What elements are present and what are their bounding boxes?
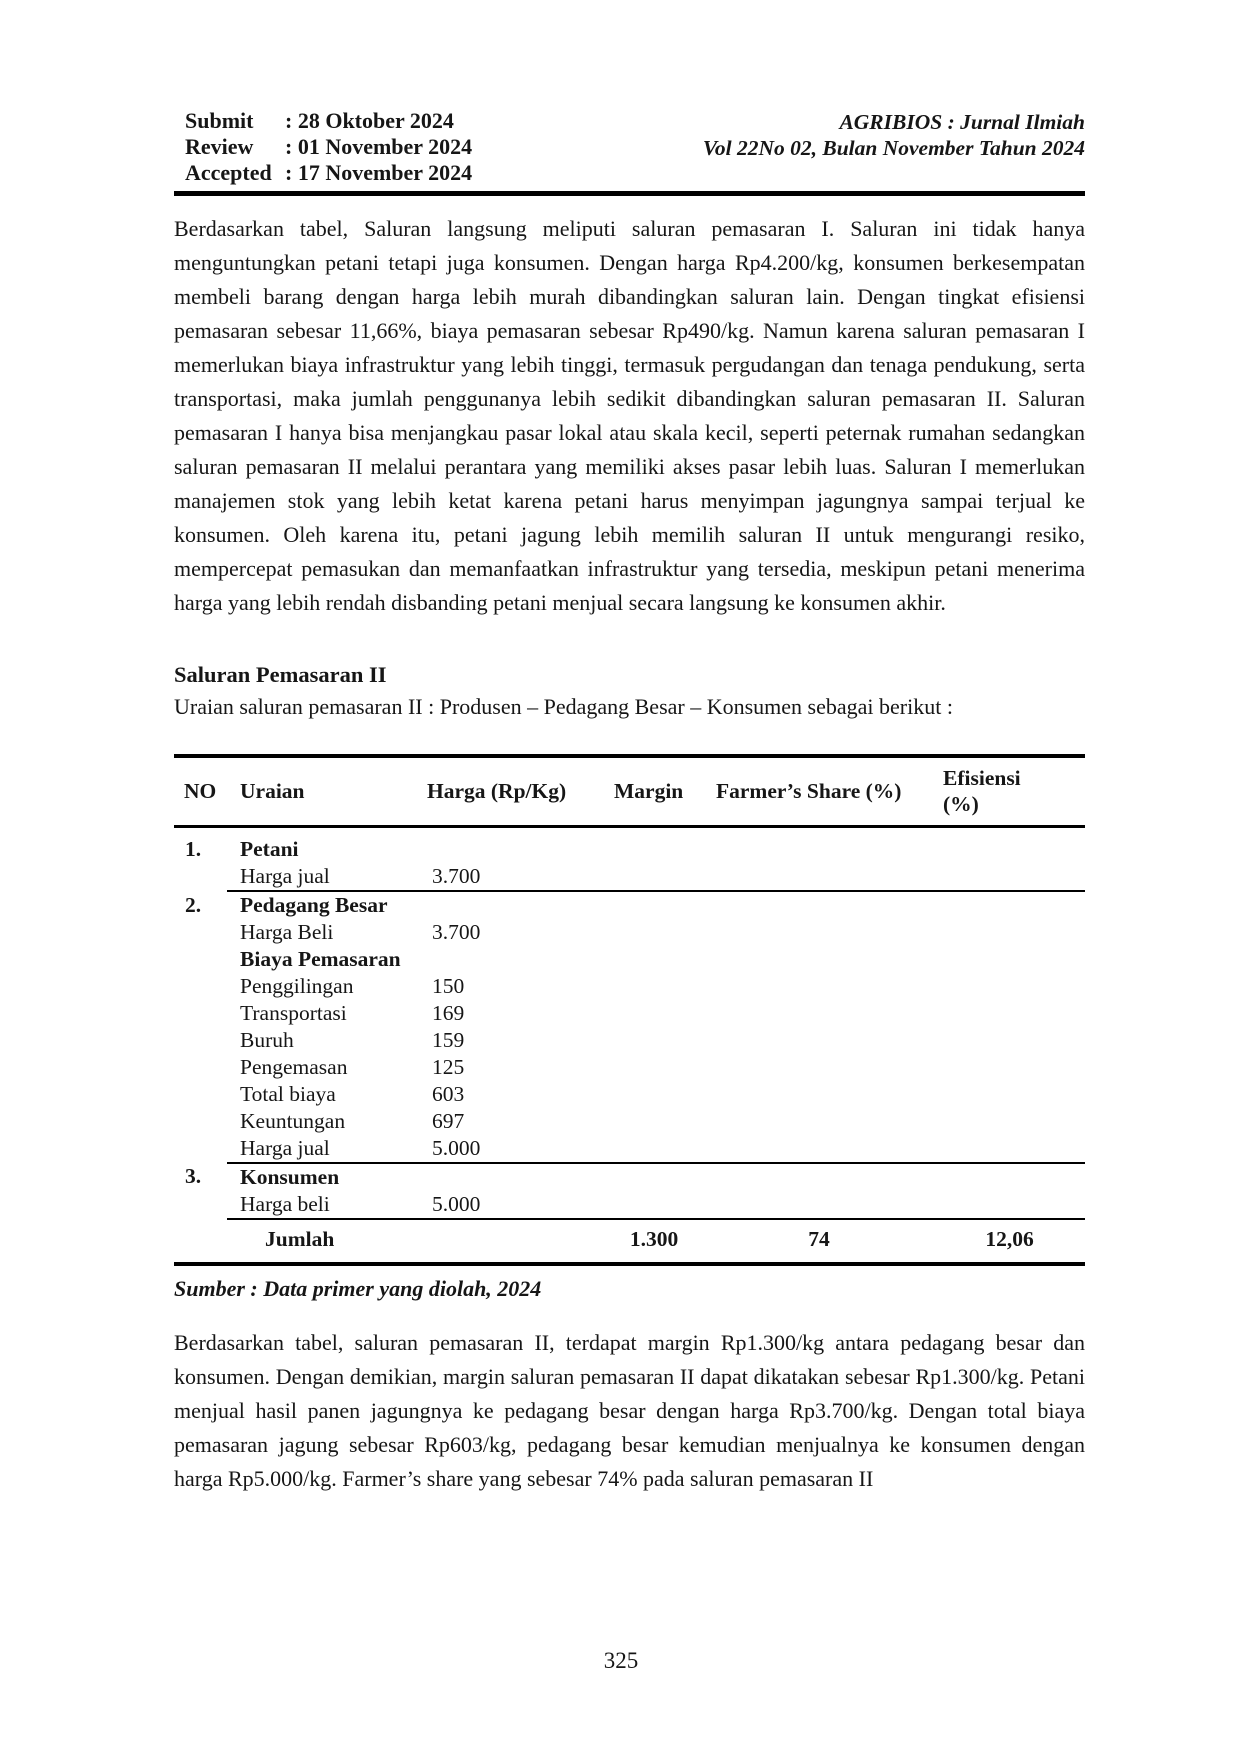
row-harga: 603 bbox=[432, 1082, 465, 1106]
table-row bbox=[174, 891, 1085, 919]
row-margin bbox=[604, 1081, 704, 1108]
row-uraian: Pengemasan bbox=[240, 1055, 348, 1079]
column-header-no bbox=[174, 756, 227, 827]
row-no: 2. bbox=[185, 892, 202, 917]
row-no bbox=[174, 1000, 227, 1027]
row-harga: 159 bbox=[432, 1028, 465, 1052]
row-margin bbox=[604, 1054, 704, 1081]
row-efisiensi bbox=[934, 1135, 1085, 1163]
row-farmers-share bbox=[704, 827, 934, 864]
journal-issue: Vol 22No 02, Bulan November Tahun 2024 bbox=[702, 136, 1085, 160]
row-uraian: Transportasi bbox=[240, 1001, 347, 1025]
submit-date-row bbox=[185, 108, 472, 134]
row-margin: 1.300 bbox=[604, 1219, 704, 1264]
table-row bbox=[174, 919, 1085, 946]
table-source-note: Sumber : Data primer yang diolah, 2024 bbox=[174, 1276, 542, 1301]
column-header-label: Uraian bbox=[240, 779, 305, 803]
row-no bbox=[174, 973, 227, 1000]
row-efisiensi bbox=[934, 919, 1085, 946]
table-head bbox=[174, 756, 1085, 827]
row-efisiensi bbox=[934, 973, 1085, 1000]
submission-dates bbox=[174, 108, 472, 186]
review-label: Review bbox=[185, 134, 254, 159]
row-farmers-share bbox=[704, 1163, 934, 1191]
column-header-label: Efisiensi (%) bbox=[943, 766, 1021, 816]
row-uraian: Petani bbox=[240, 837, 299, 861]
column-header-harga-rp-kg bbox=[419, 756, 604, 827]
row-farmers-share bbox=[704, 946, 934, 973]
row-harga: 5.000 bbox=[419, 1191, 604, 1219]
table-total-row bbox=[174, 1219, 1085, 1264]
row-efisiensi bbox=[934, 946, 1085, 973]
row-efisiensi bbox=[934, 1163, 1085, 1191]
row-no bbox=[174, 1219, 227, 1264]
row-no bbox=[174, 919, 227, 946]
row-farmers-share bbox=[704, 863, 934, 891]
row-farmers-share bbox=[704, 891, 934, 919]
row-margin bbox=[604, 891, 704, 919]
row-uraian: Harga beli bbox=[227, 1191, 419, 1219]
column-header-label: NO bbox=[184, 779, 217, 803]
row-no bbox=[174, 1054, 227, 1081]
column-header-label: Harga (Rp/Kg) bbox=[427, 779, 567, 803]
row-harga bbox=[419, 946, 604, 973]
section-heading: Saluran Pemasaran II bbox=[174, 662, 387, 687]
table-row bbox=[174, 1191, 1085, 1219]
row-margin bbox=[604, 946, 704, 973]
row-no bbox=[174, 1191, 227, 1219]
table-header-row bbox=[174, 756, 1085, 827]
table-row bbox=[174, 973, 1085, 1000]
row-uraian: Keuntungan bbox=[240, 1109, 346, 1133]
row-margin bbox=[604, 1135, 704, 1163]
row-farmers-share bbox=[704, 973, 934, 1000]
row-harga bbox=[419, 1219, 604, 1264]
submit-value: : 28 Oktober 2024 bbox=[285, 108, 454, 133]
submit-label: Submit bbox=[185, 108, 254, 133]
row-uraian: Harga jual bbox=[227, 863, 419, 891]
row-no bbox=[174, 1027, 227, 1054]
row-harga: 125 bbox=[432, 1055, 465, 1079]
row-harga: 697 bbox=[432, 1109, 465, 1133]
row-no bbox=[174, 1108, 227, 1135]
row-harga: 150 bbox=[432, 974, 465, 998]
row-no bbox=[174, 1135, 227, 1163]
row-margin bbox=[604, 973, 704, 1000]
column-header-farmer-s-share bbox=[704, 756, 934, 827]
row-uraian: Biaya Pemasaran bbox=[240, 947, 401, 971]
column-header-uraian bbox=[227, 756, 419, 827]
paragraph-channel-1-discussion: Berdasarkan tabel, Saluran langsung meliputi saluran pemasaran I. Saluran ini tidak hanya menguntungkan petani tetapi juga konsumen. Dengan harga Rp4.200/kg, konsumen berkesempatan membeli barang dengan harga lebih murah dibandingkan saluran lain. Dengan tingkat efisiensi pemasaran sebesar 11,66%, biaya pemasaran sebesar Rp490/kg. Namun karena saluran pemasaran I memerlukan biaya infrastruktur yang lebih tinggi, termasuk pergudangan dan tenaga pendukung, serta transportasi, maka jumlah penggunanya lebih sedikit dibandingkan saluran pemasaran II. Saluran pemasaran I hanya bisa menjangkau pasar lokal atau skala kecil, seperti peternak rumahan sedangkan saluran pemasaran II melalui perantara yang memiliki akses pasar lebih luas. Saluran I memerlukan manajemen stok yang lebih ketat karena petani harus menyimpan jagungnya sampai terjual ke konsumen. Oleh karena itu, petani jagung lebih memilih saluran II untuk mengurangi resiko, mempercepat pemasukan dan memanfaatkan infrastruktur yang tersedia, meskipun petani menerima harga yang lebih rendah disbanding petani menjual secara langsung ke konsumen akhir. bbox=[174, 216, 1085, 615]
accepted-value: : 17 November 2024 bbox=[285, 160, 473, 185]
row-no bbox=[174, 1081, 227, 1108]
total-label: Jumlah bbox=[227, 1219, 419, 1264]
row-harga bbox=[419, 891, 604, 919]
row-margin bbox=[604, 863, 704, 891]
row-uraian: Harga Beli bbox=[240, 920, 334, 944]
row-uraian: Total biaya bbox=[240, 1082, 336, 1106]
row-efisiensi bbox=[934, 1054, 1085, 1081]
review-value: : 01 November 2024 bbox=[285, 134, 473, 159]
row-farmers-share bbox=[704, 1027, 934, 1054]
table-row bbox=[174, 863, 1085, 891]
row-harga bbox=[419, 1163, 604, 1191]
row-efisiensi bbox=[934, 891, 1085, 919]
row-efisiensi bbox=[934, 1000, 1085, 1027]
row-no: 1. bbox=[185, 837, 202, 861]
row-margin bbox=[604, 1163, 704, 1191]
row-harga: 3.700 bbox=[432, 920, 481, 944]
row-harga: 3.700 bbox=[419, 863, 604, 891]
row-margin bbox=[604, 827, 704, 864]
table-row bbox=[174, 1027, 1085, 1054]
row-efisiensi bbox=[934, 827, 1085, 864]
row-margin bbox=[604, 919, 704, 946]
row-uraian: Harga jual bbox=[227, 1135, 419, 1163]
table-row bbox=[174, 1054, 1085, 1081]
row-harga bbox=[419, 827, 604, 864]
row-farmers-share bbox=[704, 1081, 934, 1108]
row-harga: 169 bbox=[432, 1001, 465, 1025]
paragraph-channel-2-discussion: Berdasarkan tabel, saluran pemasaran II, terdapat margin Rp1.300/kg antara pedagang besar dan konsumen. Dengan demikian, margin saluran pemasaran II dapat dikatakan sebesar Rp1.300/kg. Petani menjual hasil panen jagungnya ke pedagang besar dengan harga Rp3.700/kg. Dengan total biaya pemasaran jagung sebesar Rp603/kg, pedagang besar kemudian menjualnya ke konsumen dengan harga Rp5.000/kg. Farmer’s share yang sebesar 74% pada saluran pemasaran II bbox=[174, 1330, 1085, 1491]
row-farmers-share bbox=[704, 1108, 934, 1135]
row-uraian: Pedagang Besar bbox=[240, 893, 388, 917]
row-efisiensi bbox=[934, 1108, 1085, 1135]
row-no bbox=[174, 863, 227, 891]
page-number: 325 bbox=[603, 1648, 639, 1673]
row-no: 3. bbox=[185, 1164, 202, 1188]
journal-name: AGRIBIOS : Jurnal Ilmiah bbox=[839, 110, 1085, 134]
accepted-label: Accepted bbox=[185, 160, 272, 185]
column-header-efisiensi bbox=[934, 756, 1085, 827]
table-row bbox=[174, 1135, 1085, 1163]
journal-info bbox=[703, 108, 1085, 161]
row-efisiensi bbox=[934, 1191, 1085, 1219]
row-efisiensi: 12,06 bbox=[934, 1219, 1085, 1264]
section-intro: Uraian saluran pemasaran II : Produsen – Pedagang Besar – Konsumen sebagai berikut : bbox=[174, 694, 953, 719]
row-margin bbox=[604, 1027, 704, 1054]
row-uraian: Penggilingan bbox=[240, 974, 354, 998]
column-header-margin bbox=[604, 756, 704, 827]
column-header-label: Farmer’s Share (%) bbox=[716, 779, 902, 803]
accepted-date-row bbox=[185, 160, 472, 186]
row-uraian: Buruh bbox=[240, 1028, 294, 1052]
row-margin bbox=[604, 1000, 704, 1027]
row-harga: 5.000 bbox=[419, 1135, 604, 1163]
row-farmers-share bbox=[704, 1135, 934, 1163]
table-row bbox=[174, 827, 1085, 864]
table-row bbox=[174, 1108, 1085, 1135]
table-body bbox=[174, 827, 1085, 1265]
row-farmers-share bbox=[704, 1191, 934, 1219]
row-margin bbox=[604, 1191, 704, 1219]
table-row bbox=[174, 946, 1085, 973]
marketing-channel-2-table bbox=[174, 754, 1085, 1266]
row-farmers-share bbox=[704, 1000, 934, 1027]
table-row bbox=[174, 1000, 1085, 1027]
row-no bbox=[174, 946, 227, 973]
page-header bbox=[174, 108, 1085, 186]
row-farmers-share bbox=[704, 919, 934, 946]
table-row bbox=[174, 1081, 1085, 1108]
row-uraian: Konsumen bbox=[240, 1165, 340, 1189]
row-farmers-share bbox=[704, 1054, 934, 1081]
table-row bbox=[174, 1163, 1085, 1191]
row-margin bbox=[604, 1108, 704, 1135]
page-content bbox=[174, 108, 1085, 1496]
review-date-row bbox=[185, 134, 472, 160]
row-farmers-share: 74 bbox=[704, 1219, 934, 1264]
row-efisiensi bbox=[934, 1081, 1085, 1108]
header-divider bbox=[174, 191, 1085, 196]
column-header-label: Margin bbox=[614, 779, 684, 803]
row-efisiensi bbox=[934, 863, 1085, 891]
row-efisiensi bbox=[934, 1027, 1085, 1054]
